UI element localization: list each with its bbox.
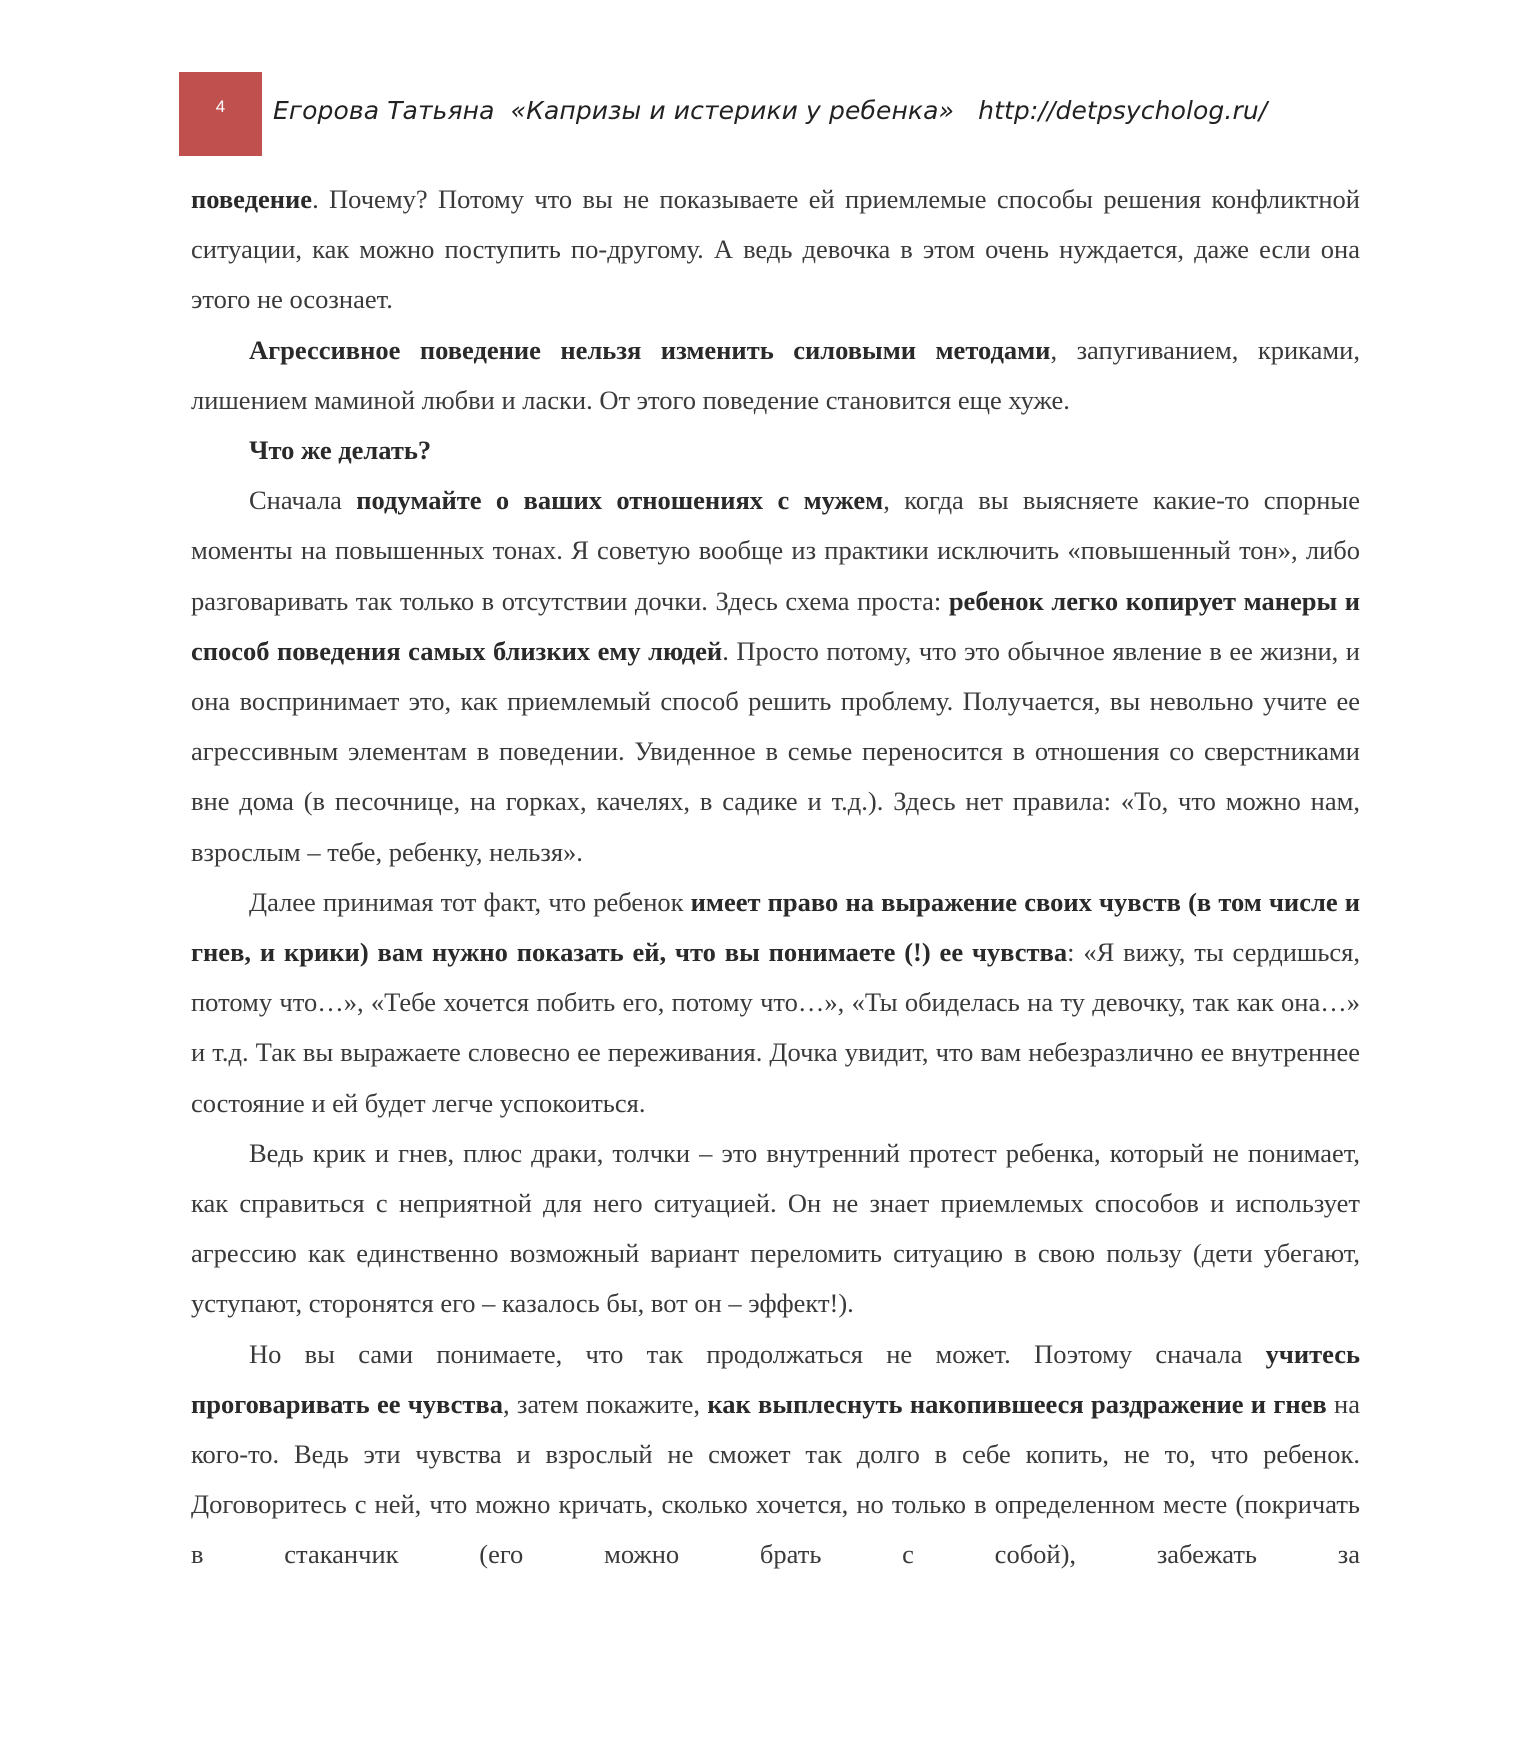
bold-run: подумайте о ваших отношениях с мужем — [356, 485, 884, 516]
text-run: , запугиванием, криками, лишением маминой любви и ласки. От этого поведение становится еще хуже. — [191, 334, 1360, 415]
section-question — [191, 425, 1360, 475]
paragraph — [191, 1329, 1360, 1580]
paragraph — [191, 325, 1360, 425]
text-run: Далее принимая тот факт, что ребенок — [249, 886, 691, 917]
page-number: 4 — [215, 97, 226, 116]
text-run: . Почему? Потому что вы не показываете ей приемлемые способы решения конфликтной ситуации, как можно поступить по-другому. А ведь девочка в этом очень нуждается, даже если она этого не осознает. — [191, 184, 1360, 315]
paragraph — [191, 877, 1360, 1128]
bold-run: учитесь проговаривать ее чувства — [191, 1338, 1360, 1419]
paragraph — [191, 174, 1360, 325]
text-run: . Просто потому, что это обычное явление в ее жизни, и она воспринимает это, как приемлемый способ решить проблему. Получается, вы невольно учите ее агрессивным элементам в поведении. Увиденное в семье переносится в отношения со сверстниками вне дома (в песочнице, на горках, качелях, в садике и т.д.). Здесь нет правила: «То, что можно нам, взрослым – тебе, ребенку, нельзя». — [191, 635, 1360, 867]
bold-run: поведение — [191, 184, 313, 214]
paragraph — [191, 475, 1360, 877]
document-body — [191, 174, 1360, 1580]
running-header: Егорова Татьяна «Капризы и истерики у ребенка» http://detpsycholog.ru/ — [273, 96, 1268, 125]
bold-run: Что же делать? — [249, 435, 432, 466]
paragraph — [191, 1128, 1360, 1329]
bold-run: ребенок легко копирует манеры и способ поведения самых близких ему людей — [191, 585, 1360, 666]
bold-run: как выплеснуть накопившееся раздражение и гнев — [707, 1388, 1327, 1419]
text-run: , затем покажите, — [503, 1388, 708, 1419]
bold-run: имеет право на выражение своих чувств (в том числе и гнев, и крики) вам нужно показать ей, что вы понимаете (!) ее чувства — [191, 886, 1360, 968]
page-number-badge — [179, 72, 262, 156]
text-run: , когда вы выясняете какие-то спорные моменты на повышенных тонах. Я советую вообще из практики исключить «повышенный тон», либо разговаривать так только в отсутствии дочки. Здесь схема проста: — [191, 485, 1360, 616]
text-run: : «Я вижу, ты сердишься, потому что…», «Тебе хочется побить его, потому что…», «Ты обиделась на ту девочку, так как она…» и т.д. Так вы выражаете словесно ее переживания. Дочка увидит, что вам небезразлично ее внутреннее состояние и ей будет легче успокоиться. — [191, 937, 1360, 1118]
bold-run: Агрессивное поведение нельзя изменить силовыми методами — [249, 334, 1051, 365]
text-run: Сначала — [249, 485, 357, 516]
text-run: Но вы сами понимаете, что так продолжаться не может. Поэтому сначала — [249, 1338, 1266, 1369]
text-run: на кого-то. Ведь эти чувства и взрослый не сможет так долго в себе копить, не то, что ребенок. Договоритесь с ней, что можно кричать, сколько хочется, но только в определенном месте (покричать в стаканчик (его можно брать с собой), забежать за — [191, 1388, 1360, 1570]
text-run: Ведь крик и гнев, плюс драки, толчки – это внутренний протест ребенка, который не понимает, как справиться с неприятной для него ситуацией. Он не знает приемлемых способов и использует агрессию как единственно возможный вариант переломить ситуацию в свою пользу (дети убегают, уступают, сторонятся его – казалось бы, вот он – эффект!). — [191, 1137, 1360, 1319]
